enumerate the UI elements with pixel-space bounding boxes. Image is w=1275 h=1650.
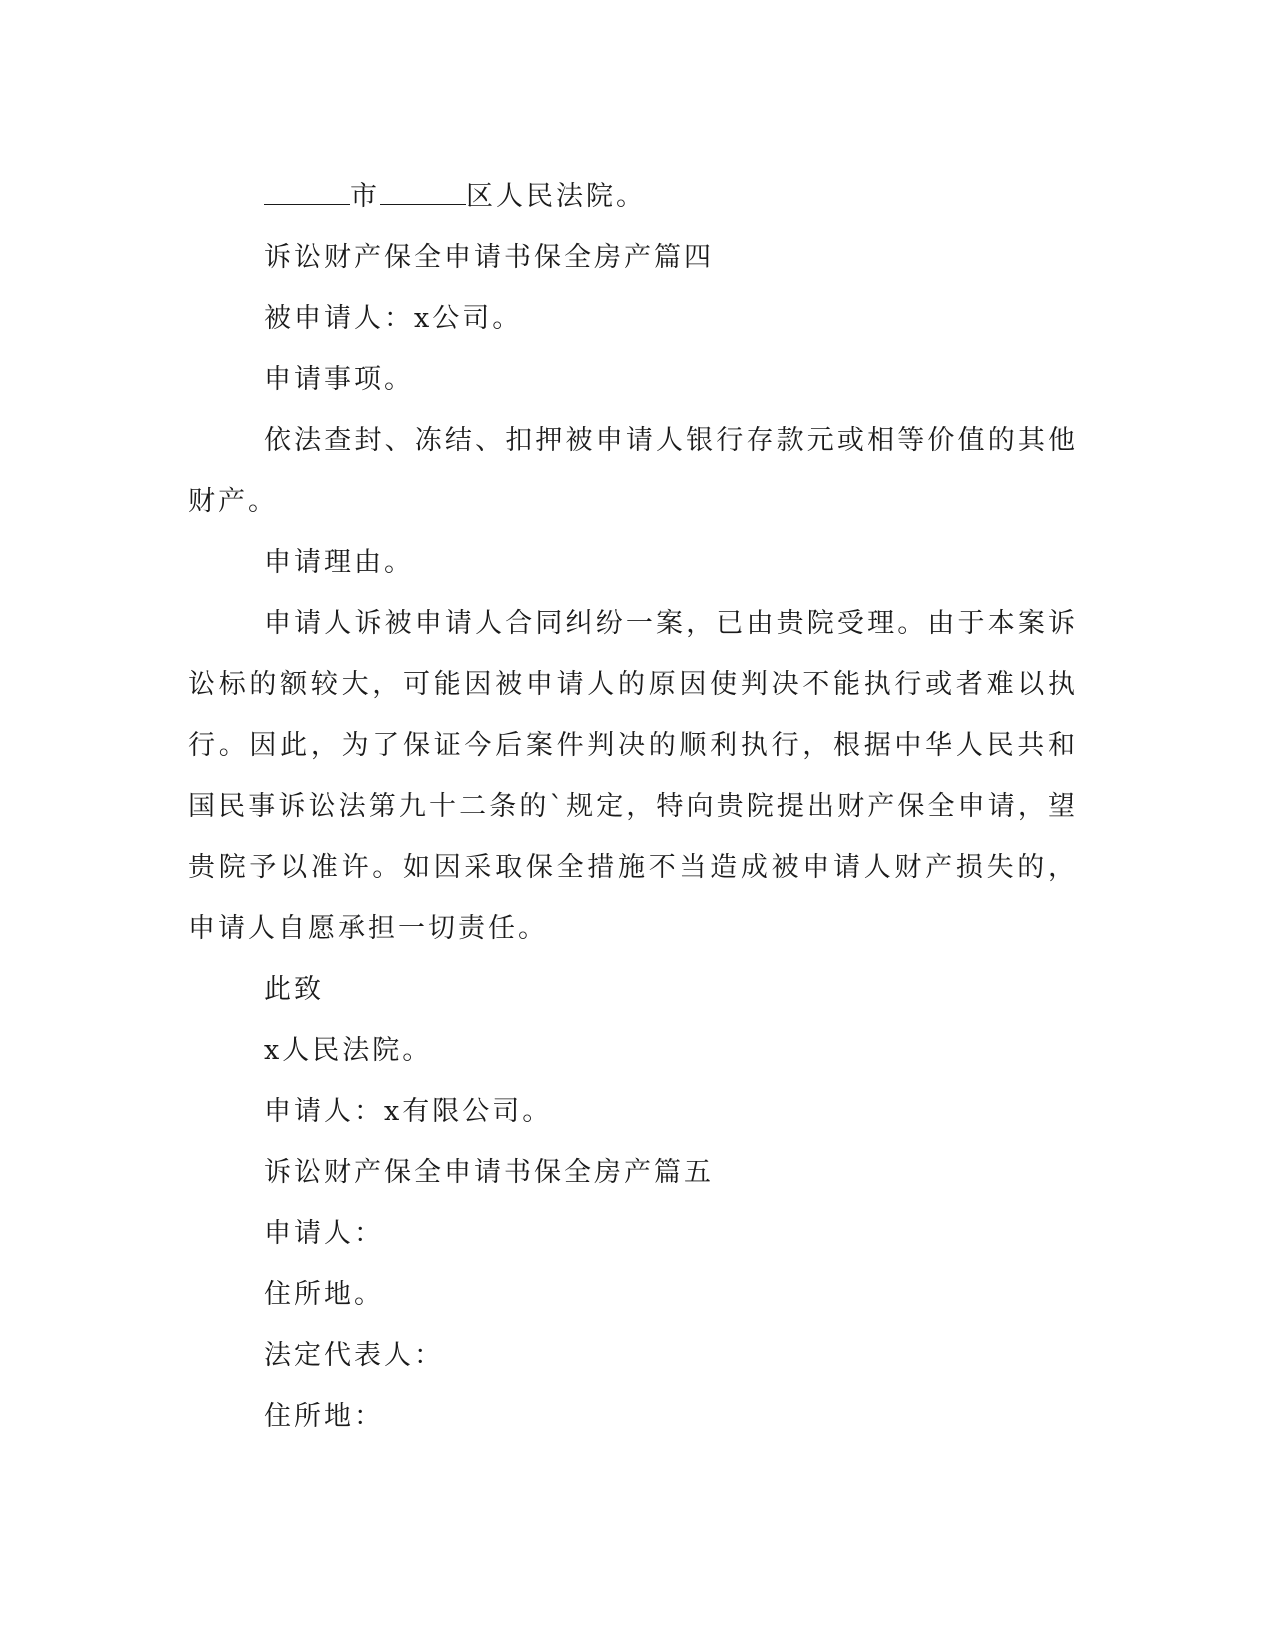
section-heading-5: 诉讼财产保全申请书保全房产篇五 — [264, 1157, 714, 1188]
applicant-line: 申请人：x有限公司。 — [264, 1096, 553, 1127]
legal-representative-label: 法定代表人： — [264, 1340, 444, 1371]
blank-district — [380, 176, 466, 205]
application-reasons-label: 申请理由。 — [264, 547, 414, 578]
respondent-line: 被申请人：x公司。 — [264, 303, 523, 334]
court-name: x人民法院。 — [264, 1035, 433, 1066]
application-items-label: 申请事项。 — [264, 364, 414, 395]
section-heading-4: 诉讼财产保全申请书保全房产篇四 — [264, 242, 714, 273]
applicant-label: 申请人： — [264, 1218, 384, 1249]
residence-line-1: 住所地。 — [264, 1279, 384, 1310]
residence-line-2: 住所地： — [264, 1401, 384, 1432]
application-items-text: 依法查封、冻结、扣押被申请人银行存款元或相等价值的其他财产。 — [188, 425, 1078, 517]
city-label: 市 — [350, 181, 380, 212]
closing-salutation: 此致 — [264, 974, 324, 1005]
court-suffix: 区人民法院。 — [466, 181, 646, 212]
blank-city — [264, 176, 350, 205]
application-reasons-text: 申请人诉被申请人合同纠纷一案，已由贵院受理。由于本案诉讼标的额较大，可能因被申请人的原因使判决不能执行或者难以执行。因此，为了保证今后案件判决的顺利执行，根据中华人民共和国民事诉讼法第九十二条的`规定，特向贵院提出财产保全申请，望贵院予以准许。如因采取保全措施不当造成被申请人财产损失的，申请人自愿承担一切责任。 — [188, 608, 1078, 944]
document-body — [188, 166, 1078, 1447]
court-address-line — [188, 166, 1078, 227]
